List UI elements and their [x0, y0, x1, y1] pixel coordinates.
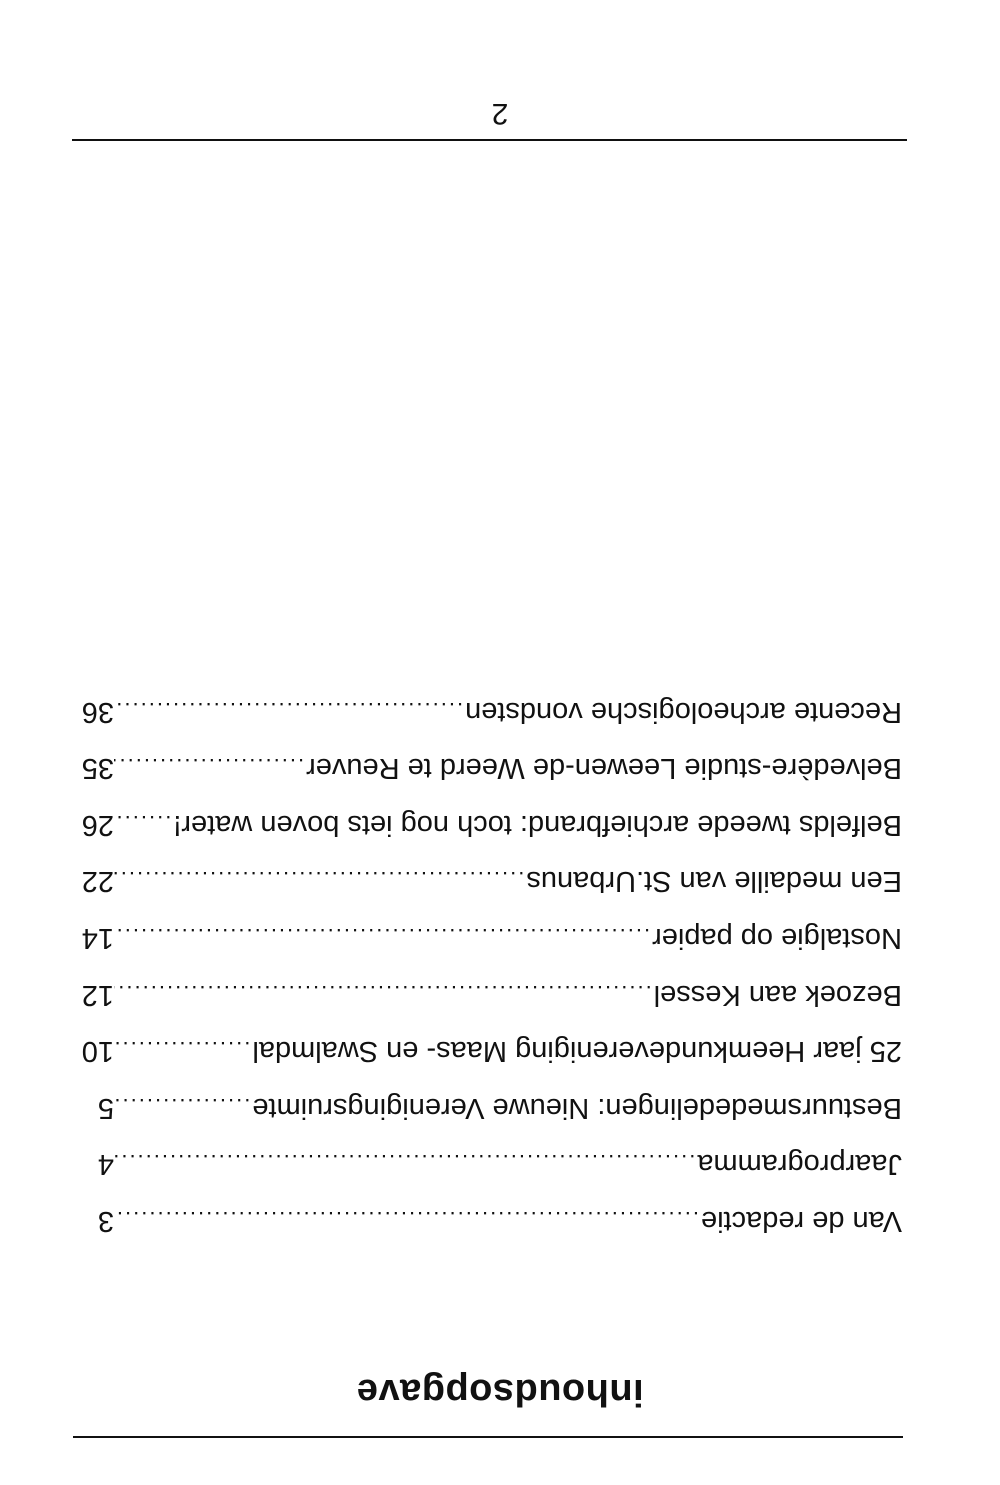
toc-entry: [80, 1192, 902, 1249]
toc-entry: [80, 909, 902, 966]
toc-entry-page: 36: [81, 695, 114, 728]
toc-leader-dots: [114, 738, 306, 795]
toc-entry-page: 22: [81, 865, 114, 898]
toc-leader-dots: [114, 681, 465, 738]
toc-entry-title: Van de redactie: [701, 1205, 902, 1237]
toc-leader-dots: [114, 1134, 697, 1191]
toc-entry-title: Recente archeologische vondsten: [465, 695, 902, 728]
toc-entry-title: Bestuursmededelingen: Nieuwe Verenigingsruimte: [252, 1091, 902, 1124]
toc-entry-page: 5: [97, 1091, 114, 1124]
toc-entry-title: Een medaille van St.Urbanus: [526, 865, 902, 898]
toc-entry-page: 4: [97, 1148, 114, 1181]
toc-leader-dots: [114, 1190, 701, 1247]
toc-leader-dots: [114, 964, 654, 1021]
toc-entry-page: 10: [81, 1035, 114, 1068]
toc-entry-title: Bezoek aan Kessel: [653, 978, 902, 1011]
toc-leader-dots: [114, 1077, 252, 1134]
toc-entry: [80, 966, 902, 1023]
page-title: inhoudsopgave: [356, 1371, 644, 1413]
toc-leader-dots: [114, 1021, 252, 1078]
toc-entry-page: 35: [81, 752, 114, 785]
toc-entry-title: Belfelds tweede archiefbrand: toch nog iets boven water!: [173, 808, 902, 841]
toc-entry-page: 26: [81, 808, 114, 841]
toc-entry: [80, 683, 902, 740]
toc-entry-page: 14: [81, 922, 114, 955]
toc-entry: [80, 1079, 902, 1136]
toc-leader-dots: [114, 851, 526, 908]
toc-entry: [80, 796, 902, 853]
toc-entry-page: 3: [97, 1205, 114, 1237]
toc-entry: [80, 1023, 902, 1080]
toc-entry: [80, 1136, 902, 1193]
toc-leader-dots: [114, 907, 652, 964]
page-number: 2: [491, 97, 509, 130]
toc-leader-dots: [114, 794, 173, 851]
top-rule: [73, 1436, 903, 1438]
bottom-rule: [72, 139, 907, 141]
toc-entry: [80, 853, 902, 910]
table-of-contents: [80, 683, 902, 1249]
toc-entry-title: Belvedère-studie Leewen-de Weerd te Reuver: [306, 752, 902, 785]
toc-entry-title: Nostalgie op papier: [652, 922, 902, 955]
toc-entry-title: Jaarprogramma: [697, 1148, 902, 1181]
toc-entry-page: 12: [81, 978, 114, 1011]
toc-entry-title: 25 jaar Heemkundevereniging Maas- en Swalmdal: [252, 1035, 902, 1068]
toc-entry: [80, 740, 902, 797]
